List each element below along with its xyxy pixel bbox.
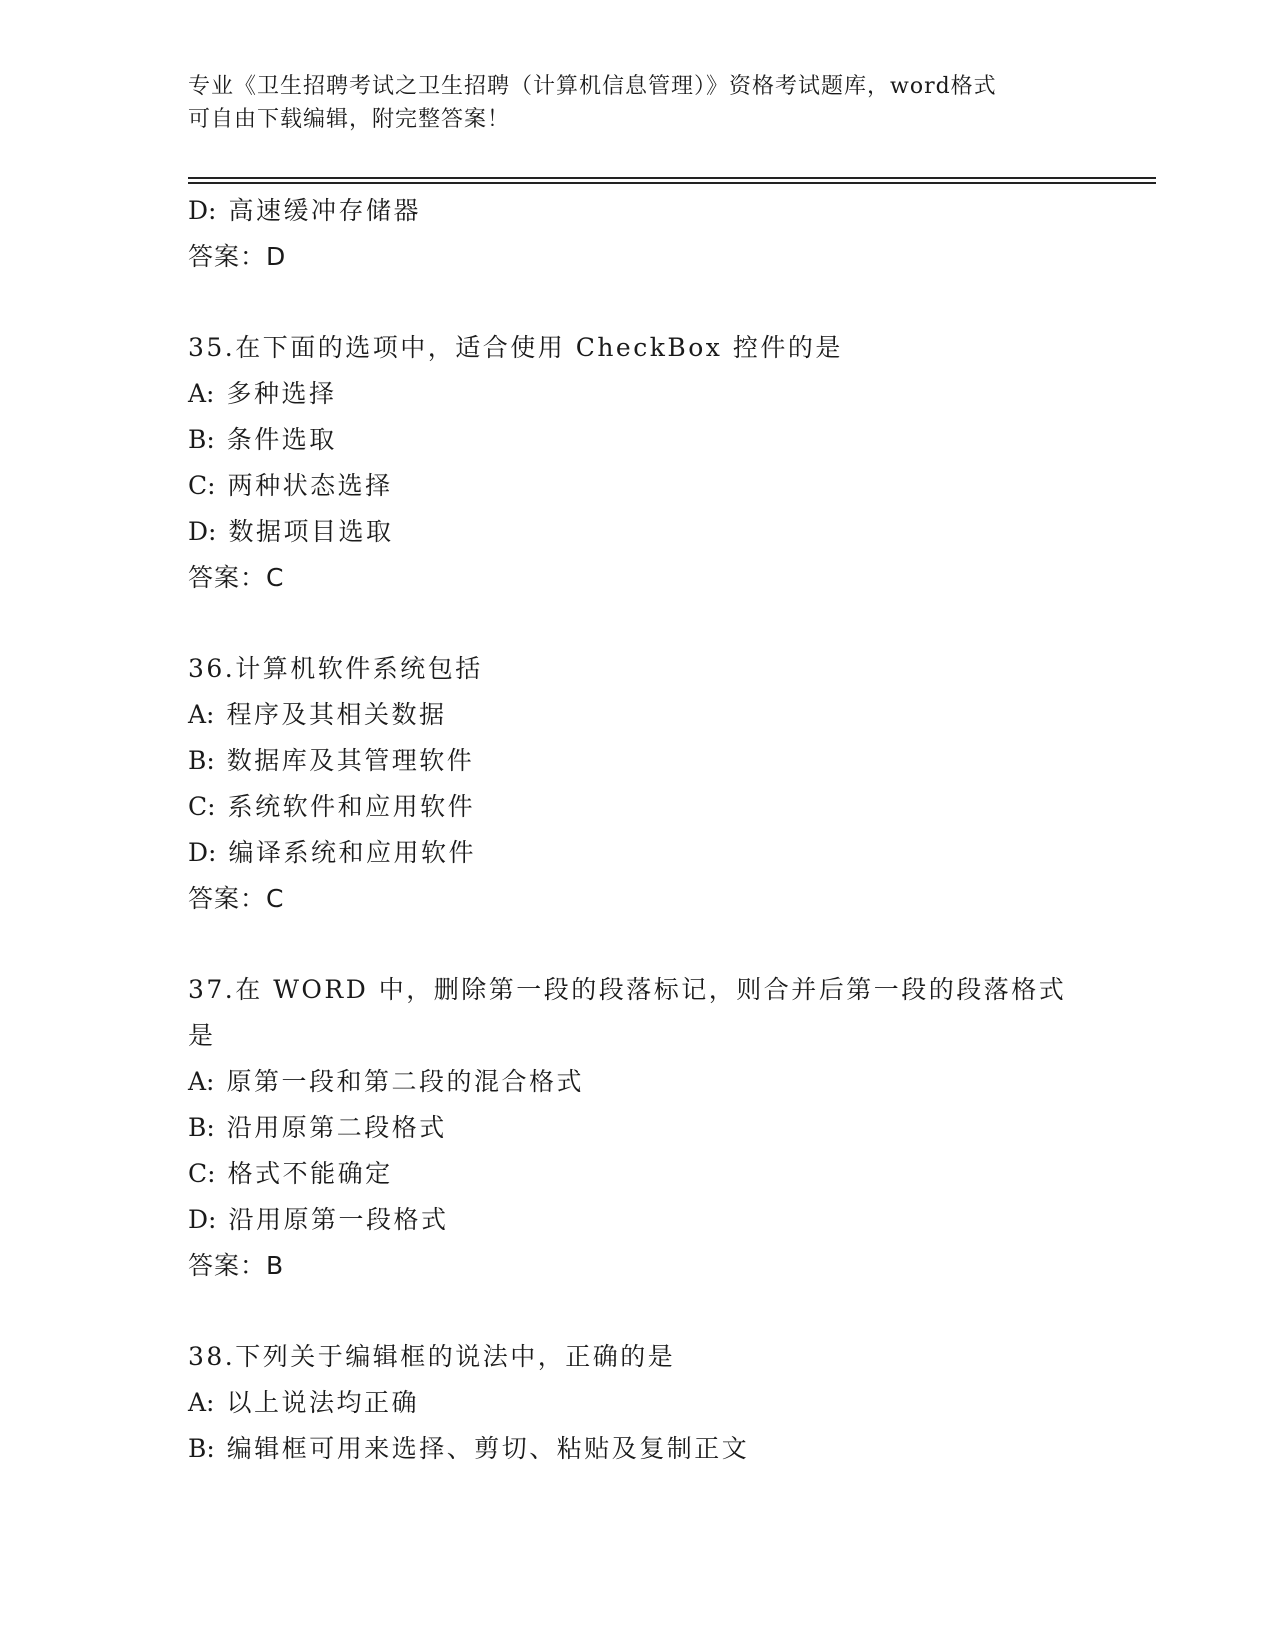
option-d xyxy=(188,509,1088,555)
option-letter: A: xyxy=(188,1388,215,1417)
option-c xyxy=(188,463,1088,509)
option-letter: D: xyxy=(188,838,217,867)
option-text: 以上说法均正确 xyxy=(226,1388,419,1417)
option-d xyxy=(188,1197,1088,1243)
option-letter: A: xyxy=(188,700,215,729)
header-divider-top xyxy=(188,177,1156,179)
document-header xyxy=(188,70,1068,136)
question-36 xyxy=(188,646,1088,922)
option-letter: D: xyxy=(188,196,217,225)
option-a xyxy=(188,1380,1088,1426)
option-text: 程序及其相关数据 xyxy=(226,700,447,729)
question-stem: 36.计算机软件系统包括 xyxy=(188,654,483,683)
option-text: 沿用原第二段格式 xyxy=(226,1113,447,1142)
option-a xyxy=(188,692,1088,738)
option-letter: C: xyxy=(188,471,216,500)
question-stem: 35.在下面的选项中，适合使用 CheckBox 控件的是 xyxy=(188,333,843,362)
header-divider-bottom xyxy=(188,182,1156,184)
header-line-2: 可自由下载编辑，附完整答案！ xyxy=(188,107,511,132)
option-letter: B: xyxy=(188,425,215,454)
option-text: 高速缓冲存储器 xyxy=(228,196,421,225)
option-text: 两种状态选择 xyxy=(227,471,393,500)
option-text: 编辑框可用来选择、剪切、粘贴及复制正文 xyxy=(226,1434,750,1463)
option-b xyxy=(188,417,1088,463)
option-text: 系统软件和应用软件 xyxy=(227,792,476,821)
option-c xyxy=(188,1151,1088,1197)
option-letter: B: xyxy=(188,1113,215,1142)
question-37 xyxy=(188,967,1088,1289)
question-38 xyxy=(188,1334,1088,1472)
option-text: 原第一段和第二段的混合格式 xyxy=(226,1067,584,1096)
question-stem-line-2: 是 xyxy=(188,1021,216,1050)
answer: 答案：B xyxy=(188,1251,285,1280)
option-text: 多种选择 xyxy=(226,379,337,408)
answer: 答案：C xyxy=(188,884,285,913)
answer: 答案：C xyxy=(188,563,285,592)
option-b xyxy=(188,1426,1088,1472)
option-a xyxy=(188,1059,1088,1105)
option-text: 条件选取 xyxy=(226,425,337,454)
option-a xyxy=(188,371,1088,417)
option-letter: A: xyxy=(188,379,215,408)
option-letter: C: xyxy=(188,792,216,821)
option-letter: D: xyxy=(188,517,217,546)
option-b xyxy=(188,1105,1088,1151)
option-letter: C: xyxy=(188,1159,216,1188)
option-text: 数据库及其管理软件 xyxy=(226,746,475,775)
option-text: 编译系统和应用软件 xyxy=(228,838,476,867)
option-letter: B: xyxy=(188,746,215,775)
option-d xyxy=(188,830,1088,876)
question-stem: 38.下列关于编辑框的说法中，正确的是 xyxy=(188,1342,676,1371)
option-letter: D: xyxy=(188,1205,217,1234)
header-line-1: 专业《卫生招聘考试之卫生招聘（计算机信息管理）》资格考试题库，word格式 xyxy=(188,74,997,99)
option-text: 数据项目选取 xyxy=(228,517,394,546)
option-c xyxy=(188,784,1088,830)
question-list xyxy=(188,188,1088,1472)
option-text: 格式不能确定 xyxy=(227,1159,393,1188)
prev-option-d xyxy=(188,188,1088,234)
option-b xyxy=(188,738,1088,784)
option-letter: A: xyxy=(188,1067,215,1096)
option-letter: B: xyxy=(188,1434,215,1463)
prev-answer: 答案：D xyxy=(188,242,287,271)
question-35 xyxy=(188,325,1088,601)
option-text: 沿用原第一段格式 xyxy=(228,1205,449,1234)
question-stem-line-1: 37.在 WORD 中，删除第一段的段落标记，则合并后第一段的段落格式 xyxy=(188,975,1067,1004)
